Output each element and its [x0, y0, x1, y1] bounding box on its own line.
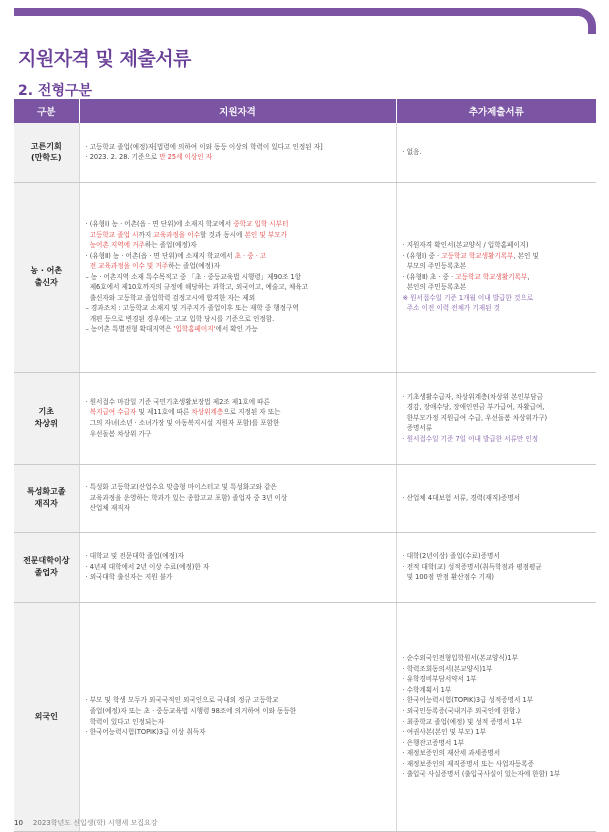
document-line — [403, 695, 591, 706]
text-run: · (유형Ⅱ) 농 · 어촌(읍 · 면 단위)에 소재지 학교에서 — [85, 251, 235, 260]
qualification-line — [86, 418, 390, 429]
qualification-line — [86, 503, 390, 514]
text-run: 복지급여 수급자 — [89, 408, 137, 417]
text-run: 그의 자녀(소년 · 소녀가장 및 아동복지시설 지원자 포함)를 포함한 — [85, 419, 280, 427]
text-run: · 4년제 대학에서 2년 이상 수료(예정)한 자 — [85, 562, 210, 571]
text-run: 에서 확인 가능 — [215, 325, 258, 334]
qualification-line — [86, 482, 390, 493]
qualification-line — [86, 303, 390, 314]
text-run: 까지 — [138, 230, 154, 239]
text-run: · 산업체 4대보험 서류, 경력(재직)증명서 — [402, 493, 520, 502]
text-run: 경감, 장애수당, 장애인연금 부가급여, 자활급여, — [402, 403, 545, 412]
qualification-line — [86, 493, 390, 504]
row-category — [14, 372, 79, 464]
text-run: · 학력조회동의서(본교양식)1부 — [402, 664, 493, 673]
text-run: · 외국인등록증(국내거주 외국인에 한함.) — [402, 706, 521, 715]
section-subtitle: 2. 전형구분 — [18, 83, 93, 99]
qualification-line — [86, 717, 390, 728]
text-run: · (유형Ⅰ) 중 · — [402, 251, 442, 260]
document-line — [403, 685, 591, 696]
text-run: , 본인 및 — [513, 251, 539, 260]
qualification-line — [86, 562, 390, 573]
row-category — [14, 464, 79, 532]
document-line — [403, 717, 591, 728]
text-run: · (유형Ⅱ) 초 · 중 · — [402, 272, 456, 281]
qualification-line — [86, 407, 390, 418]
category-label-line: 차상위 — [34, 419, 58, 428]
table-row — [14, 532, 596, 602]
text-run: · 전적 대학(교) 성적증명서(취득학점과 평점평균 — [402, 562, 542, 571]
row-category — [14, 182, 79, 372]
row-documents — [396, 602, 596, 831]
document-line — [403, 572, 591, 583]
row-qualification — [79, 602, 396, 831]
text-run: – 농어촌 특별전형 확대지역은 — [85, 325, 174, 334]
text-run: · 최종학교 졸업(예정) 및 성적 증명서 1부 — [402, 717, 523, 726]
header-qualification: 지원자격 — [79, 99, 396, 123]
table-row — [14, 464, 596, 532]
text-run: 주소 이전 이력 전체가 기재된 것 — [402, 304, 500, 313]
text-run: 전 교육과정을 이수 및 거주 — [85, 262, 169, 271]
row-documents — [396, 182, 596, 372]
row-category — [14, 532, 79, 602]
text-run: 만 25세 이상인 자 — [159, 153, 213, 162]
category-label-line: 재직자 — [34, 499, 58, 508]
qualification-line — [86, 240, 390, 251]
qualification-line — [86, 706, 390, 717]
document-line — [403, 423, 591, 434]
text-run: 우선돌봄 차상위 가구 — [85, 429, 152, 438]
qualification-line — [86, 324, 390, 335]
document-line — [403, 147, 591, 158]
category-label-line: 특성화고졸 — [26, 487, 66, 497]
category-label-line: 고른기회 — [30, 141, 62, 151]
text-run: · 기초생활수급자, 차상위계층(차상위 본인부담금 — [402, 392, 543, 401]
text-run: ※ 원서접수일 기준 1개월 이내 발급한 것으로 — [402, 293, 534, 302]
table-header-row — [14, 99, 596, 123]
text-run: 중학교 입학 시부터 — [233, 219, 289, 228]
text-run: 및 제11호에 따른 — [136, 408, 192, 417]
document-line — [403, 493, 591, 504]
document-line — [403, 251, 591, 262]
category-label-line: 외국인 — [34, 711, 58, 721]
category-label-line: 농 · 어촌 — [30, 266, 63, 276]
text-run: · 수학계획서 1부 — [402, 685, 452, 694]
qualification-line — [86, 727, 390, 738]
document-line — [403, 738, 591, 749]
text-run: · 부모 및 학생 모두가 외국국적인 외국인으로 국내외 정규 고등학교 — [85, 696, 279, 705]
document-line — [403, 240, 591, 251]
text-run: 하는 졸업(예정)자 — [144, 241, 197, 250]
text-run: 출신자와 고등학교 졸업학력 검정고시에 합격한 자는 제외 — [85, 293, 256, 302]
text-run: 고등학교 학교생활기록부 — [441, 251, 514, 260]
text-run: 고등학교 학교생활기록부 — [455, 272, 528, 281]
text-run: · 외국대학 출신자는 지원 불가 — [85, 573, 173, 582]
table-row — [14, 123, 596, 182]
qualification-line — [86, 230, 390, 241]
header-category: 구분 — [14, 99, 79, 123]
document-line — [403, 674, 591, 685]
text-run: 산업체 재직자 — [85, 504, 131, 513]
qualification-line — [86, 261, 390, 272]
page-number: 10 — [14, 819, 23, 827]
qualification-line — [86, 551, 390, 562]
text-run: 개편 등으로 변경된 경우에는 고교 입학 당시를 기준으로 인정함. — [85, 314, 275, 323]
text-run: 초 · 중 · 고 — [234, 251, 267, 260]
text-run: 교육과정을 이수 — [153, 230, 201, 239]
row-category — [14, 602, 79, 831]
category-label-line: 졸업자 — [34, 568, 58, 577]
qualification-line — [86, 314, 390, 325]
text-run: · 유학경비부담서약서 1부 — [402, 675, 477, 684]
text-run: 증명서류 — [402, 424, 433, 433]
document-line — [403, 434, 591, 445]
qualification-line — [86, 293, 390, 304]
row-documents — [396, 372, 596, 464]
document-line — [403, 261, 591, 272]
text-run: 부모의 주민등록초본 — [402, 262, 467, 271]
document-line — [403, 282, 591, 293]
text-run: 제6호에서 제10호까지의 규정에 해당하는 과학고, 외국어고, 예술고, 체육고 — [85, 283, 308, 292]
text-run: 으로 지정된 자 또는 — [223, 408, 281, 417]
document-line — [403, 748, 591, 759]
document-line — [403, 272, 591, 283]
text-run: 본인 및 부모가 — [244, 230, 287, 239]
text-run: · 원서접수 마감일 기준 국민기초생활보장법 제2조 제1호에 따른 — [85, 397, 270, 406]
document-line — [403, 664, 591, 675]
text-run: · 순수외국인전형입학원서(본교양식)1부 — [402, 654, 518, 663]
qualification-line — [86, 219, 390, 230]
row-qualification — [79, 123, 396, 182]
text-run: 졸업(예정)자 또는 초 · 중등교육법 시행령 98조에 의거하여 이와 동등한 — [85, 706, 297, 715]
text-run: – 농 · 어촌지역 소재 특수목적고 중 「초 · 중등교육법 시행령」제90조 1항 — [85, 272, 302, 281]
text-run: – 경과조치 : 고등학교 소재지 및 거주지가 졸업이후 또는 재학 중 행정구역 — [85, 304, 299, 313]
text-run: · 2023. 2. 28. 기준으로 — [85, 153, 160, 162]
text-run: · 특성화 고등학교(산업수요 맞춤형 마이스터고 및 특성화고와 같은 — [85, 483, 277, 492]
text-run: '입학홈페이지' — [173, 325, 216, 334]
footer-text: 2023학년도 신입생(학) 시행세 모집요강 — [32, 819, 158, 827]
text-run: 학력이 있다고 인정되는자 — [85, 717, 164, 726]
row-category — [14, 123, 79, 182]
document-line — [403, 653, 591, 664]
text-run: · 대학교 및 전문대학 졸업(예정)자 — [85, 552, 184, 561]
qualification-line — [86, 572, 390, 583]
document-line — [403, 706, 591, 717]
text-run: · 재정보증인의 재직증명서 또는 사업자등록증 — [402, 759, 535, 768]
table-row — [14, 602, 596, 831]
qualification-line — [86, 397, 390, 408]
text-run: 차상위계층 — [191, 408, 224, 417]
document-line — [403, 392, 591, 403]
text-run: , — [527, 272, 530, 281]
document-line — [403, 293, 591, 304]
qualification-line — [86, 695, 390, 706]
text-run: 교육과정을 운영하는 학과가 있는 종합고교 포함) 졸업자 중 3년 이상 — [85, 493, 288, 502]
document-line — [403, 413, 591, 424]
text-run: · 한국어능력시험(TOPIK)3급 성적증명서 1부 — [402, 696, 534, 705]
table-row — [14, 372, 596, 464]
qualification-line — [86, 429, 390, 440]
text-run: · 여권사본(본인 및 부모) 1부 — [402, 728, 487, 737]
text-run: 하는 졸업(예정)자 — [168, 262, 220, 271]
document-line — [403, 402, 591, 413]
text-run: · 원서접수일 기준 7일 이내 발급한 서류만 인정 — [402, 434, 539, 443]
row-documents — [396, 532, 596, 602]
qualification-line — [86, 272, 390, 283]
text-run: 농어촌 지역에 거주 — [85, 241, 145, 250]
page-title: 지원자격 및 제출서류 — [18, 48, 191, 70]
document-line — [403, 551, 591, 562]
category-label-line: 출신자 — [34, 278, 58, 287]
text-run: 할 것과 동시에 — [200, 230, 245, 239]
text-run: 고등학교 졸업 시 — [85, 230, 139, 239]
qualification-line — [86, 142, 390, 153]
row-qualification — [79, 464, 396, 532]
text-run: · 한국어능력시험(TOPIK)3급 이상 취득자 — [85, 728, 206, 737]
text-run: · 대학(2년이상) 졸업(수료)증명서 — [402, 552, 500, 561]
text-run: · 고등학교 졸업(예정)자[법령에 의하여 이와 동등 이상의 학력이 있다고 인정된 자] — [85, 142, 323, 151]
page-footer — [14, 818, 158, 828]
text-run: · (유형Ⅰ) 농 · 어촌(읍 · 면 단위)에 소재지 학교에서 — [85, 219, 234, 228]
row-documents — [396, 123, 596, 182]
document-line — [403, 759, 591, 770]
category-label-line: 기초 — [38, 407, 54, 417]
admission-requirements-table — [14, 99, 596, 832]
document-line — [403, 562, 591, 573]
text-run: · 지원자격 확인서(본교양식 / 입학홈페이지) — [402, 241, 529, 250]
row-qualification — [79, 372, 396, 464]
document-line — [403, 769, 591, 780]
text-run: 및 100점 만점 환산점수 기재) — [402, 573, 494, 582]
text-run: 본인의 주민등록초본 — [402, 283, 467, 292]
qualification-line — [86, 152, 390, 163]
document-line — [403, 727, 591, 738]
row-qualification — [79, 182, 396, 372]
text-run: · 은행잔고증명서 1부 — [402, 738, 464, 747]
header-decorative-bar — [14, 8, 596, 34]
text-run: · 재정보증인의 재산세 과세증명서 — [402, 749, 501, 758]
document-line — [403, 303, 591, 314]
category-label-line: 전문대학이상 — [23, 556, 70, 566]
text-run: · 출입국 사실증명서 (출입국사실이 있는자에 한함) 1부 — [402, 770, 561, 779]
header-documents: 추가제출서류 — [396, 99, 596, 123]
text-run: 한부모가정 지원급여 수급, 우선돌봄 차상위가구) — [402, 413, 548, 422]
qualification-line — [86, 251, 390, 262]
row-qualification — [79, 532, 396, 602]
qualification-line — [86, 282, 390, 293]
category-label-line: (만학도) — [31, 153, 62, 163]
table-row — [14, 182, 596, 372]
row-documents — [396, 464, 596, 532]
text-run: · 없음. — [402, 147, 422, 156]
